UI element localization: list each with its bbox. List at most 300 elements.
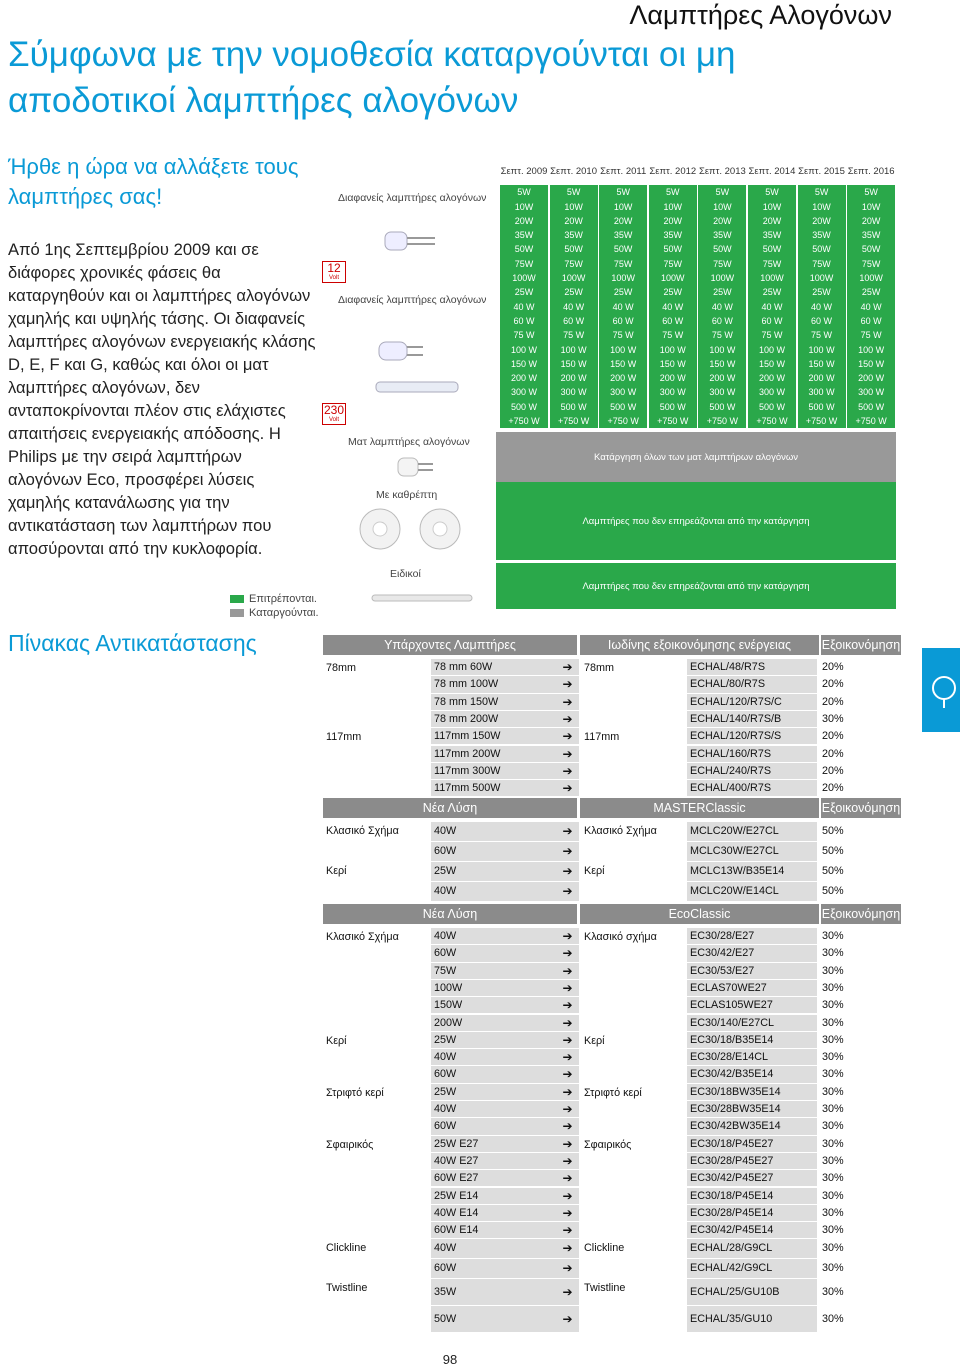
schedule-cell: 20W — [550, 214, 598, 228]
row-code: EC30/42/E27 — [687, 945, 817, 961]
table-row — [323, 694, 901, 711]
arrow-icon: ➔ — [562, 1312, 573, 1327]
schedule-date-2: Σεπτ. 2011 — [599, 165, 647, 179]
lamp-label-reflector: Με καθρέπτη — [376, 489, 438, 501]
row-group-new — [581, 1101, 687, 1118]
schedule-cell: +750 W — [550, 414, 598, 428]
row-code: ECHAL/120/R7S/C — [687, 694, 817, 710]
schedule-cell: 75 W — [847, 328, 895, 342]
schedule-cell: 20W — [798, 214, 846, 228]
table-row — [323, 963, 901, 980]
schedule-cell: 500 W — [698, 400, 746, 414]
row-group-new: Κερί — [584, 865, 605, 877]
arrow-icon: ➔ — [562, 660, 573, 674]
row-saving: 30% — [822, 964, 844, 977]
table-header-solution: Ιωδίνης εξοικονόμησης ενέργειας — [580, 635, 819, 655]
row-lamp: 25W — [431, 1032, 579, 1048]
schedule-cell: 75W — [649, 257, 697, 271]
table-row — [323, 1259, 901, 1279]
schedule-cell: 50W — [599, 242, 647, 256]
row-lamp: 40W — [431, 928, 579, 944]
row-lamp: 60W E14 — [431, 1222, 579, 1238]
schedule-cell: 50W — [748, 242, 796, 256]
schedule-cell: 25W — [698, 285, 746, 299]
schedule-cell: 50W — [500, 242, 548, 256]
row-group-new — [581, 945, 687, 962]
reflector-lamp-icon — [352, 505, 472, 555]
schedule-cell: 60 W — [500, 314, 548, 328]
table-row — [323, 862, 901, 882]
table-header-solution: MASTERClassic — [580, 798, 819, 818]
row-saving: 30% — [822, 1262, 844, 1275]
gy-lamp-icon — [375, 338, 425, 366]
row-code: ECHAL/28/G9CL — [687, 1239, 817, 1258]
row-saving: 30% — [822, 1033, 844, 1046]
row-code: EC30/18BW35E14 — [687, 1084, 817, 1100]
schedule-cell: 100W — [798, 271, 846, 285]
row-group — [323, 997, 431, 1014]
schedule-cell: 40 W — [599, 300, 647, 314]
arrow-icon: ➔ — [562, 963, 573, 978]
row-group-new: Στριφτό κερί — [584, 1086, 642, 1099]
schedule-cell: 25W — [500, 285, 548, 299]
legend-swatch-allowed — [230, 595, 244, 603]
schedule-cell: 40 W — [698, 300, 746, 314]
table-row — [323, 1049, 901, 1066]
row-group — [323, 1259, 431, 1279]
row-code: EC30/18/P45E27 — [687, 1136, 817, 1152]
schedule-cell: 35W — [798, 228, 846, 242]
schedule-cell: +750 W — [798, 414, 846, 428]
lamp-label-clear-2: Διαφανείς λαμπτήρες αλογόνων — [338, 294, 487, 306]
row-group: Στριφτό κερί — [326, 1086, 384, 1099]
row-group: Κερί — [326, 1034, 347, 1047]
schedule-cell: 25W — [550, 285, 598, 299]
schedule-cell: 10W — [698, 200, 746, 214]
row-group-new: 78mm — [584, 662, 614, 674]
row-group-new — [581, 1205, 687, 1222]
row-group — [323, 1306, 431, 1333]
row-group: 78mm — [326, 662, 356, 674]
linear-lamp-icon — [372, 376, 462, 398]
row-lamp: 25W — [431, 862, 579, 881]
row-group: Κλασικό Σχήμα — [326, 825, 399, 837]
schedule-date-3: Σεπτ. 2012 — [649, 165, 697, 179]
row-saving: 50% — [822, 825, 844, 837]
row-code: ECHAL/120/R7S/S — [687, 728, 817, 744]
row-code: EC30/42/P45E27 — [687, 1170, 817, 1186]
schedule-cell: 35W — [847, 228, 895, 242]
schedule-cell: 10W — [599, 200, 647, 214]
schedule-cell: 200 W — [847, 371, 895, 385]
arrow-icon: ➔ — [562, 998, 573, 1013]
row-group — [323, 1170, 431, 1187]
schedule-cell: 60 W — [798, 314, 846, 328]
schedule-cell: 25W — [649, 285, 697, 299]
table-row — [323, 822, 901, 842]
page-title: Σύμφωνα με την νομοθεσία καταργούνται οι μη αποδοτικοί λαμπτήρες αλογόνων — [8, 35, 736, 120]
row-group-new — [581, 763, 687, 780]
table-header-existing: Νέα Λύση — [323, 798, 577, 818]
schedule-cell: 20W — [847, 214, 895, 228]
row-group-new — [581, 997, 687, 1014]
schedule-cell: 40 W — [550, 300, 598, 314]
schedule-cell: 50W — [798, 242, 846, 256]
row-group-new: Clickline — [584, 1242, 625, 1255]
row-lamp: 35W — [431, 1279, 579, 1305]
schedule-cell: 300 W — [500, 385, 548, 399]
table-header-saving: Εξοικονόμηση — [821, 904, 901, 924]
arrow-icon: ➔ — [562, 1015, 573, 1030]
row-lamp: 100W — [431, 980, 579, 996]
schedule-grid — [500, 165, 897, 428]
schedule-cell: 35W — [748, 228, 796, 242]
row-code: MCLC20W/E27CL — [687, 822, 817, 841]
row-group-new — [581, 1188, 687, 1205]
schedule-row — [500, 285, 897, 299]
row-code: EC30/18/P45E14 — [687, 1188, 817, 1204]
row-lamp: 117mm 500W — [431, 780, 579, 796]
row-group-new — [581, 1170, 687, 1187]
special-lamp-icon — [368, 590, 478, 606]
row-code: EC30/42/P45E14 — [687, 1222, 817, 1238]
schedule-cell: 25W — [798, 285, 846, 299]
table-row — [323, 1084, 901, 1101]
row-lamp: 60W — [431, 1066, 579, 1082]
schedule-row — [500, 385, 897, 399]
table-row — [323, 1222, 901, 1239]
arrow-icon: ➔ — [562, 1067, 573, 1082]
row-lamp: 117mm 300W — [431, 763, 579, 779]
table-row — [323, 1066, 901, 1083]
row-code: EC30/28/E14CL — [687, 1049, 817, 1065]
schedule-cell: 100 W — [599, 343, 647, 357]
schedule-cell: 10W — [550, 200, 598, 214]
row-group-new — [581, 1118, 687, 1135]
schedule-cell: 200 W — [698, 371, 746, 385]
row-lamp: 25W E14 — [431, 1188, 579, 1204]
schedule-date-7: Σεπτ. 2016 — [847, 165, 895, 179]
row-lamp: 40W — [431, 882, 579, 901]
schedule-cell: 300 W — [550, 385, 598, 399]
row-saving: 30% — [822, 1085, 844, 1098]
arrow-icon: ➔ — [562, 1153, 573, 1168]
arrow-icon: ➔ — [562, 1285, 573, 1300]
row-lamp: 60W — [431, 842, 579, 861]
row-group: Κλασικό Σχήμα — [326, 931, 399, 943]
schedule-cell: 75 W — [500, 328, 548, 342]
arrow-icon: ➔ — [562, 763, 573, 778]
volt-230-badge — [322, 403, 346, 425]
schedule-cell: 50W — [550, 242, 598, 256]
schedule-cell: +750 W — [500, 414, 548, 428]
table-row — [323, 780, 901, 797]
schedule-cell: 40 W — [798, 300, 846, 314]
arrow-icon: ➔ — [562, 1102, 573, 1116]
row-saving: 20% — [822, 782, 844, 795]
table-row — [323, 711, 901, 728]
row-group — [323, 780, 431, 797]
schedule-cell: 500 W — [500, 400, 548, 414]
schedule-cell: 150 W — [500, 357, 548, 371]
row-lamp: 117mm 150W — [431, 728, 579, 744]
row-code: EC30/53/E27 — [687, 963, 817, 979]
schedule-cell: 500 W — [649, 400, 697, 414]
table-row — [323, 842, 901, 862]
arrow-icon: ➔ — [562, 980, 573, 995]
schedule-cell: +750 W — [599, 414, 647, 428]
row-code: ECHAL/25/GU10B — [687, 1279, 817, 1305]
schedule-cell: 150 W — [748, 357, 796, 371]
row-group-new: Κλασικό Σχήμα — [584, 825, 657, 837]
schedule-row — [500, 400, 897, 414]
row-group-new — [581, 1222, 687, 1239]
schedule-cell: 100W — [649, 271, 697, 285]
schedule-cell: 40 W — [847, 300, 895, 314]
row-group-new: Κλασικό σχήμα — [584, 931, 657, 943]
row-group: Σφαιρικός — [326, 1138, 374, 1151]
row-group — [323, 1118, 431, 1135]
table-row — [323, 1239, 901, 1259]
schedule-cell: 75 W — [599, 328, 647, 342]
row-saving: 30% — [822, 1120, 844, 1133]
arrow-icon: ➔ — [562, 1050, 573, 1065]
schedule-cell: 20W — [698, 214, 746, 228]
table-header-existing: Υπάρχοντες Λαμπτήρες — [323, 635, 577, 655]
row-group: Twistline — [326, 1282, 368, 1295]
schedule-cell: 100W — [599, 271, 647, 285]
row-lamp: 25W — [431, 1084, 579, 1100]
schedule-cell: 200 W — [798, 371, 846, 385]
schedule-cell: 100W — [748, 271, 796, 285]
row-code: ECHAL/160/R7S — [687, 746, 817, 762]
arrow-icon: ➔ — [562, 946, 573, 961]
volt-12: 12 — [327, 261, 341, 275]
row-group-new: Κερί — [584, 1034, 605, 1047]
schedule-cell: 300 W — [798, 385, 846, 399]
schedule-cell: 75 W — [649, 328, 697, 342]
row-saving: 30% — [822, 1206, 844, 1219]
row-saving: 30% — [822, 1189, 844, 1202]
table-row — [323, 1101, 901, 1118]
table-row — [323, 1118, 901, 1135]
row-saving: 50% — [822, 865, 844, 877]
row-group — [323, 945, 431, 962]
schedule-row — [500, 242, 897, 256]
row-saving: 30% — [822, 1051, 844, 1064]
row-lamp: 25W E27 — [431, 1136, 579, 1152]
row-group — [323, 1205, 431, 1222]
schedule-cell: 50W — [698, 242, 746, 256]
row-saving: 30% — [822, 1103, 844, 1115]
schedule-cell: 5W — [847, 185, 895, 199]
capsule-lamp-icon — [375, 228, 439, 258]
row-saving: 50% — [822, 885, 844, 897]
row-saving: 50% — [822, 845, 844, 857]
table-row — [323, 997, 901, 1014]
schedule-row — [500, 200, 897, 214]
row-lamp: 60W — [431, 945, 579, 961]
row-code: EC30/140/E27CL — [687, 1015, 817, 1031]
schedule-cell: 150 W — [698, 357, 746, 371]
row-group — [323, 1066, 431, 1083]
row-group — [323, 882, 431, 902]
schedule-cell: 5W — [748, 185, 796, 199]
row-saving: 30% — [822, 999, 844, 1012]
row-group-new: Twistline — [584, 1282, 626, 1295]
table-row — [323, 1015, 901, 1032]
schedule-cell: 500 W — [550, 400, 598, 414]
schedule-cell: +750 W — [698, 414, 746, 428]
row-lamp: 60W E27 — [431, 1170, 579, 1186]
schedule-cell: 200 W — [550, 371, 598, 385]
arrow-icon: ➔ — [562, 1084, 573, 1099]
row-group — [323, 842, 431, 862]
row-lamp: 50W — [431, 1306, 579, 1332]
arrow-icon: ➔ — [562, 711, 573, 726]
row-lamp: 200W — [431, 1015, 579, 1031]
schedule-cell: 25W — [599, 285, 647, 299]
table-row — [323, 882, 901, 902]
side-tab-bulb-icon — [922, 648, 960, 732]
band-matte: Κατάργηση όλων των ματ λαμπτήρων αλογόνων — [496, 432, 896, 482]
arrow-icon: ➔ — [562, 824, 573, 838]
schedule-cell: 60 W — [599, 314, 647, 328]
row-group-new: 117mm — [584, 731, 620, 744]
schedule-cell: 150 W — [798, 357, 846, 371]
arrow-icon: ➔ — [562, 1241, 573, 1256]
schedule-date-6: Σεπτ. 2015 — [798, 165, 846, 179]
schedule-cell: 40 W — [500, 300, 548, 314]
schedule-cell: 300 W — [599, 385, 647, 399]
row-group — [323, 711, 431, 728]
arrow-icon: ➔ — [562, 781, 573, 796]
schedule-cell: 35W — [500, 228, 548, 242]
row-saving: 20% — [822, 730, 844, 743]
row-group — [323, 1222, 431, 1239]
row-group-new — [581, 694, 687, 711]
row-saving: 20% — [822, 661, 844, 673]
schedule-cell: 100W — [698, 271, 746, 285]
schedule-cell: 10W — [649, 200, 697, 214]
table-row — [323, 980, 901, 997]
schedule-row — [500, 257, 897, 271]
schedule-cell: 100 W — [500, 343, 548, 357]
row-lamp: 75W — [431, 963, 579, 979]
legend-allowed: Επιτρέπονται. — [249, 592, 317, 605]
schedule-cell: 5W — [500, 185, 548, 199]
schedule-cell: 5W — [550, 185, 598, 199]
row-code: EC30/28/E27 — [687, 928, 817, 944]
schedule-cell: 10W — [798, 200, 846, 214]
schedule-row — [500, 314, 897, 328]
row-lamp: 117mm 200W — [431, 746, 579, 762]
table-row — [323, 746, 901, 763]
table-row — [323, 1188, 901, 1205]
table-row — [323, 1205, 901, 1222]
schedule-cell: 500 W — [599, 400, 647, 414]
row-saving: 20% — [822, 764, 844, 777]
schedule-cell: 20W — [748, 214, 796, 228]
schedule-cell: 100W — [500, 271, 548, 285]
schedule-cell: 100 W — [550, 343, 598, 357]
schedule-cell: 75W — [500, 257, 548, 271]
schedule-cell: 75 W — [748, 328, 796, 342]
page-number: 98 — [442, 1352, 458, 1367]
row-code: ECHAL/400/R7S — [687, 780, 817, 796]
schedule-cell: 25W — [748, 285, 796, 299]
schedule-cell: 75 W — [798, 328, 846, 342]
schedule-cell: 60 W — [698, 314, 746, 328]
volt-unit: Volt — [328, 275, 339, 281]
schedule-cell: 150 W — [649, 357, 697, 371]
schedule-cell: 100 W — [798, 343, 846, 357]
schedule-row — [500, 271, 897, 285]
arrow-icon: ➔ — [562, 1119, 573, 1134]
row-code: EC30/18/B35E14 — [687, 1032, 817, 1048]
schedule-cell: 75W — [798, 257, 846, 271]
schedule-cell: 40 W — [748, 300, 796, 314]
row-code: ECHAL/48/R7S — [687, 659, 817, 675]
band-special: Λαμπτήρες που δεν επηρεάζονται από την κατάργηση — [496, 563, 896, 609]
schedule-cell: 20W — [500, 214, 548, 228]
row-code: EC30/28/P45E14 — [687, 1205, 817, 1221]
intro-text: Από 1ης Σεπτεμβρίου 2009 και σε διάφορες χρονικές φάσεις θα καταργηθούν και οι λαμπτήρες αλογόνων χαμηλής και υψηλής τάσης. Οι διαφανείς λαμπτήρες αλογόνων ενεργειακής κλάσης D, E, F και G, καθώς και όλοι οι ματ λαμπτήρες αλογόνων, δεν ανταποκρίνονται πλέον στις ελάχιστες απαιτήσεις ενεργειακής απόδοσης. Η Philips με την σειρά λαμπτήρων αλογόνων Eco, προσφέρει λύσεις χαμηλής κατανάλωσης για την αντικατάσταση των λαμπτήρων που αποσύρονται από την κυκλοφορία. — [8, 240, 316, 558]
schedule-cell: 20W — [649, 214, 697, 228]
schedule-cell: +750 W — [748, 414, 796, 428]
schedule-cell: 75 W — [698, 328, 746, 342]
schedule-cell: 75W — [847, 257, 895, 271]
table-row — [323, 928, 901, 945]
arrow-icon: ➔ — [562, 746, 573, 761]
schedule-row — [500, 214, 897, 228]
table-row — [323, 659, 901, 676]
schedule-cell: 5W — [798, 185, 846, 199]
row-code: MCLC13W/B35E14 — [687, 862, 817, 881]
row-group — [323, 980, 431, 997]
schedule-cell: 75 W — [550, 328, 598, 342]
row-saving: 30% — [822, 1016, 844, 1029]
table-header-saving: Εξοικονόμηση — [821, 798, 901, 818]
schedule-row — [500, 228, 897, 242]
schedule-cell: 200 W — [748, 371, 796, 385]
row-code: MCLC20W/E14CL — [687, 882, 817, 901]
arrow-icon: ➔ — [562, 1188, 573, 1203]
schedule-cell: 75W — [550, 257, 598, 271]
row-code: ECLAS70WE27 — [687, 980, 817, 996]
schedule-cell: 50W — [847, 242, 895, 256]
row-group — [323, 694, 431, 711]
arrow-icon: ➔ — [562, 929, 573, 943]
arrow-icon: ➔ — [562, 864, 573, 878]
row-group-new — [581, 1049, 687, 1066]
row-lamp: 78 mm 150W — [431, 694, 579, 710]
schedule-cell: 150 W — [599, 357, 647, 371]
schedule-row — [500, 185, 897, 199]
section-header: Λαμπτήρες Αλογόνων — [629, 0, 892, 30]
row-lamp: 40W E27 — [431, 1153, 579, 1169]
schedule-cell: 60 W — [550, 314, 598, 328]
schedule-cell: 5W — [599, 185, 647, 199]
row-group: 117mm — [326, 731, 362, 744]
row-saving: 30% — [822, 930, 844, 942]
volt-unit: Volt — [328, 417, 339, 423]
row-lamp: 78 mm 60W — [431, 659, 579, 675]
schedule-row — [500, 300, 897, 314]
row-lamp: 40W — [431, 822, 579, 841]
row-lamp: 40W E14 — [431, 1205, 579, 1221]
schedule-cell: 10W — [748, 200, 796, 214]
